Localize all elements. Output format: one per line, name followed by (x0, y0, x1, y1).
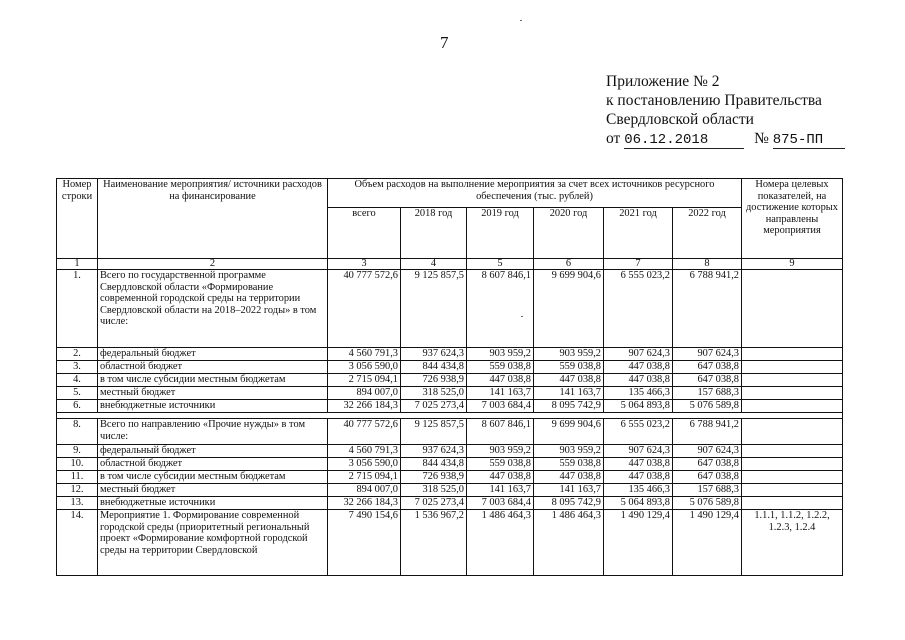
value-2020: 9 699 904,6 (534, 419, 604, 445)
row-number: 3. (57, 361, 98, 374)
page-number: 7 (440, 33, 449, 52)
appendix-header (606, 72, 845, 149)
row-name: местный бюджет (98, 484, 328, 497)
value-2020: 447 038,8 (534, 374, 604, 387)
row-name: Мероприятие 1. Формирование современной городской среды (приоритетный региональный проект «Формирование комфортной городской среды на территории Свердловской (98, 510, 328, 576)
value-2018: 7 025 273,4 (401, 497, 467, 510)
row-number: 1. (57, 270, 98, 348)
value-total: 2 715 094,1 (328, 374, 401, 387)
value-2022: 647 038,8 (673, 361, 742, 374)
row-name: Всего по государственной программе Свердловской области «Формирование современной городской среды на территории Свердловской области на 2018–2022 годы» в том числе: (98, 270, 328, 348)
value-2021: 5 064 893,8 (604, 497, 673, 510)
row-name: в том числе субсидии местным бюджетам (98, 374, 328, 387)
row-name: внебюджетные источники (98, 497, 328, 510)
header-year: 2018 год (401, 208, 467, 259)
value-2019: 903 959,2 (467, 348, 534, 361)
header-volume: Объем расходов на выполнение мероприятия за счет всех источников ресурсного обеспечения (тыс. рублей) (328, 179, 742, 208)
header-year: 2021 год (604, 208, 673, 259)
table-body-group-1 (57, 270, 843, 413)
value-2020: 559 038,8 (534, 458, 604, 471)
value-2018: 937 624,3 (401, 445, 467, 458)
value-2019: 447 038,8 (467, 471, 534, 484)
column-number: 7 (604, 259, 673, 270)
value-2018: 1 536 967,2 (401, 510, 467, 576)
row-name: Всего по направлению «Прочие нужды» в том числе: (98, 419, 328, 445)
appendix-title: Приложение № 2 (606, 73, 720, 90)
value-2021: 6 555 023,2 (604, 419, 673, 445)
date-prefix: от (606, 130, 621, 147)
value-total: 4 560 791,3 (328, 348, 401, 361)
value-2021: 135 466,3 (604, 484, 673, 497)
row-targets (742, 419, 843, 445)
value-total: 32 266 184,3 (328, 497, 401, 510)
value-2020: 559 038,8 (534, 361, 604, 374)
value-2019: 559 038,8 (467, 458, 534, 471)
value-2019: 141 163,7 (467, 387, 534, 400)
value-2018: 937 624,3 (401, 348, 467, 361)
value-total: 894 007,0 (328, 484, 401, 497)
value-total: 40 777 572,6 (328, 270, 401, 348)
column-numbers-row (57, 259, 843, 270)
value-total: 894 007,0 (328, 387, 401, 400)
table-header (57, 179, 843, 270)
value-2021: 907 624,3 (604, 348, 673, 361)
value-2018: 726 938,9 (401, 471, 467, 484)
row-targets (742, 361, 843, 374)
appendix-line-3: Свердловской области (606, 111, 754, 128)
row-name: внебюджетные источники (98, 400, 328, 413)
value-2020: 447 038,8 (534, 471, 604, 484)
decree-number: 875-ПП (773, 133, 845, 149)
header-year: 2022 год (673, 208, 742, 259)
value-2022: 647 038,8 (673, 458, 742, 471)
row-targets (742, 387, 843, 400)
value-2022: 647 038,8 (673, 374, 742, 387)
table-row (57, 374, 843, 387)
value-2021: 447 038,8 (604, 471, 673, 484)
scan-speck (520, 20, 522, 21)
value-2018: 726 938,9 (401, 374, 467, 387)
row-name: местный бюджет (98, 387, 328, 400)
row-targets (742, 484, 843, 497)
row-number: 10. (57, 458, 98, 471)
value-2019: 447 038,8 (467, 374, 534, 387)
value-2022: 5 076 589,8 (673, 400, 742, 413)
value-2018: 318 525,0 (401, 484, 467, 497)
resource-table (56, 178, 843, 576)
value-2020: 141 163,7 (534, 484, 604, 497)
row-number: 12. (57, 484, 98, 497)
value-2020: 141 163,7 (534, 387, 604, 400)
value-total: 7 490 154,6 (328, 510, 401, 576)
table-row (57, 471, 843, 484)
column-number: 5 (467, 259, 534, 270)
value-2022: 157 688,3 (673, 484, 742, 497)
value-2022: 907 624,3 (673, 348, 742, 361)
value-2020: 1 486 464,3 (534, 510, 604, 576)
value-2021: 5 064 893,8 (604, 400, 673, 413)
value-total: 32 266 184,3 (328, 400, 401, 413)
row-targets (742, 270, 843, 348)
table-row (57, 497, 843, 510)
value-2021: 447 038,8 (604, 361, 673, 374)
value-2022: 5 076 589,8 (673, 497, 742, 510)
row-name: федеральный бюджет (98, 445, 328, 458)
value-2018: 9 125 857,5 (401, 270, 467, 348)
row-name: федеральный бюджет (98, 348, 328, 361)
column-number: 2 (98, 259, 328, 270)
table-row (57, 270, 843, 348)
value-2021: 1 490 129,4 (604, 510, 673, 576)
value-2019: 7 003 684,4 (467, 400, 534, 413)
value-2019: 1 486 464,3 (467, 510, 534, 576)
value-total: 3 056 590,0 (328, 458, 401, 471)
value-2021: 447 038,8 (604, 458, 673, 471)
header-year: 2019 год (467, 208, 534, 259)
value-2022: 907 624,3 (673, 445, 742, 458)
value-2018: 844 434,8 (401, 361, 467, 374)
value-2019: 8 607 846,1 (467, 270, 534, 348)
table-row (57, 445, 843, 458)
value-2019: 7 003 684,4 (467, 497, 534, 510)
appendix-date-row (606, 129, 845, 149)
row-name: областной бюджет (98, 361, 328, 374)
column-number: 8 (673, 259, 742, 270)
scan-speck (521, 316, 523, 317)
row-targets (742, 400, 843, 413)
value-2020: 8 095 742,9 (534, 497, 604, 510)
table-row (57, 484, 843, 497)
value-total: 3 056 590,0 (328, 361, 401, 374)
value-2021: 135 466,3 (604, 387, 673, 400)
header-year: 2020 год (534, 208, 604, 259)
row-targets (742, 374, 843, 387)
row-targets (742, 497, 843, 510)
table-row (57, 510, 843, 576)
column-number: 1 (57, 259, 98, 270)
value-2021: 907 624,3 (604, 445, 673, 458)
header-row-number: Номер строки (57, 179, 98, 259)
value-2022: 647 038,8 (673, 471, 742, 484)
table-row (57, 387, 843, 400)
row-number: 5. (57, 387, 98, 400)
table-body-group-2 (57, 419, 843, 576)
row-number: 6. (57, 400, 98, 413)
row-number: 13. (57, 497, 98, 510)
value-2019: 8 607 846,1 (467, 419, 534, 445)
column-number: 9 (742, 259, 843, 270)
value-2022: 1 490 129,4 (673, 510, 742, 576)
row-targets (742, 471, 843, 484)
table-row (57, 419, 843, 445)
value-2020: 903 959,2 (534, 348, 604, 361)
value-total: 4 560 791,3 (328, 445, 401, 458)
value-2021: 6 555 023,2 (604, 270, 673, 348)
row-targets: 1.1.1, 1.1.2, 1.2.2, 1.2.3, 1.2.4 (742, 510, 843, 576)
row-targets (742, 445, 843, 458)
decree-date: 06.12.2018 (624, 133, 744, 149)
value-2019: 559 038,8 (467, 361, 534, 374)
value-2020: 903 959,2 (534, 445, 604, 458)
row-number: 2. (57, 348, 98, 361)
value-2022: 6 788 941,2 (673, 270, 742, 348)
row-number: 8. (57, 419, 98, 445)
value-2019: 903 959,2 (467, 445, 534, 458)
header-total: всего (328, 208, 401, 259)
column-number: 6 (534, 259, 604, 270)
column-number: 4 (401, 259, 467, 270)
table-row (57, 361, 843, 374)
appendix-line-2: к постановлению Правительства (606, 92, 822, 109)
number-prefix: № (754, 130, 769, 147)
header-name: Наименование мероприятия/ источники расходов на финансирование (98, 179, 328, 259)
row-name: в том числе субсидии местным бюджетам (98, 471, 328, 484)
row-name: областной бюджет (98, 458, 328, 471)
value-2018: 318 525,0 (401, 387, 467, 400)
column-number: 3 (328, 259, 401, 270)
row-number: 9. (57, 445, 98, 458)
value-2022: 6 788 941,2 (673, 419, 742, 445)
value-2022: 157 688,3 (673, 387, 742, 400)
header-targets: Номера целевых показателей, на достижение которых направлены мероприятия (742, 179, 843, 259)
value-2020: 8 095 742,9 (534, 400, 604, 413)
table-row (57, 400, 843, 413)
value-2018: 9 125 857,5 (401, 419, 467, 445)
row-number: 11. (57, 471, 98, 484)
table-row (57, 458, 843, 471)
value-2020: 9 699 904,6 (534, 270, 604, 348)
row-number: 4. (57, 374, 98, 387)
value-2018: 844 434,8 (401, 458, 467, 471)
value-2018: 7 025 273,4 (401, 400, 467, 413)
row-number: 14. (57, 510, 98, 576)
table-row (57, 348, 843, 361)
row-targets (742, 348, 843, 361)
value-2019: 141 163,7 (467, 484, 534, 497)
row-targets (742, 458, 843, 471)
value-2021: 447 038,8 (604, 374, 673, 387)
value-total: 40 777 572,6 (328, 419, 401, 445)
value-total: 2 715 094,1 (328, 471, 401, 484)
